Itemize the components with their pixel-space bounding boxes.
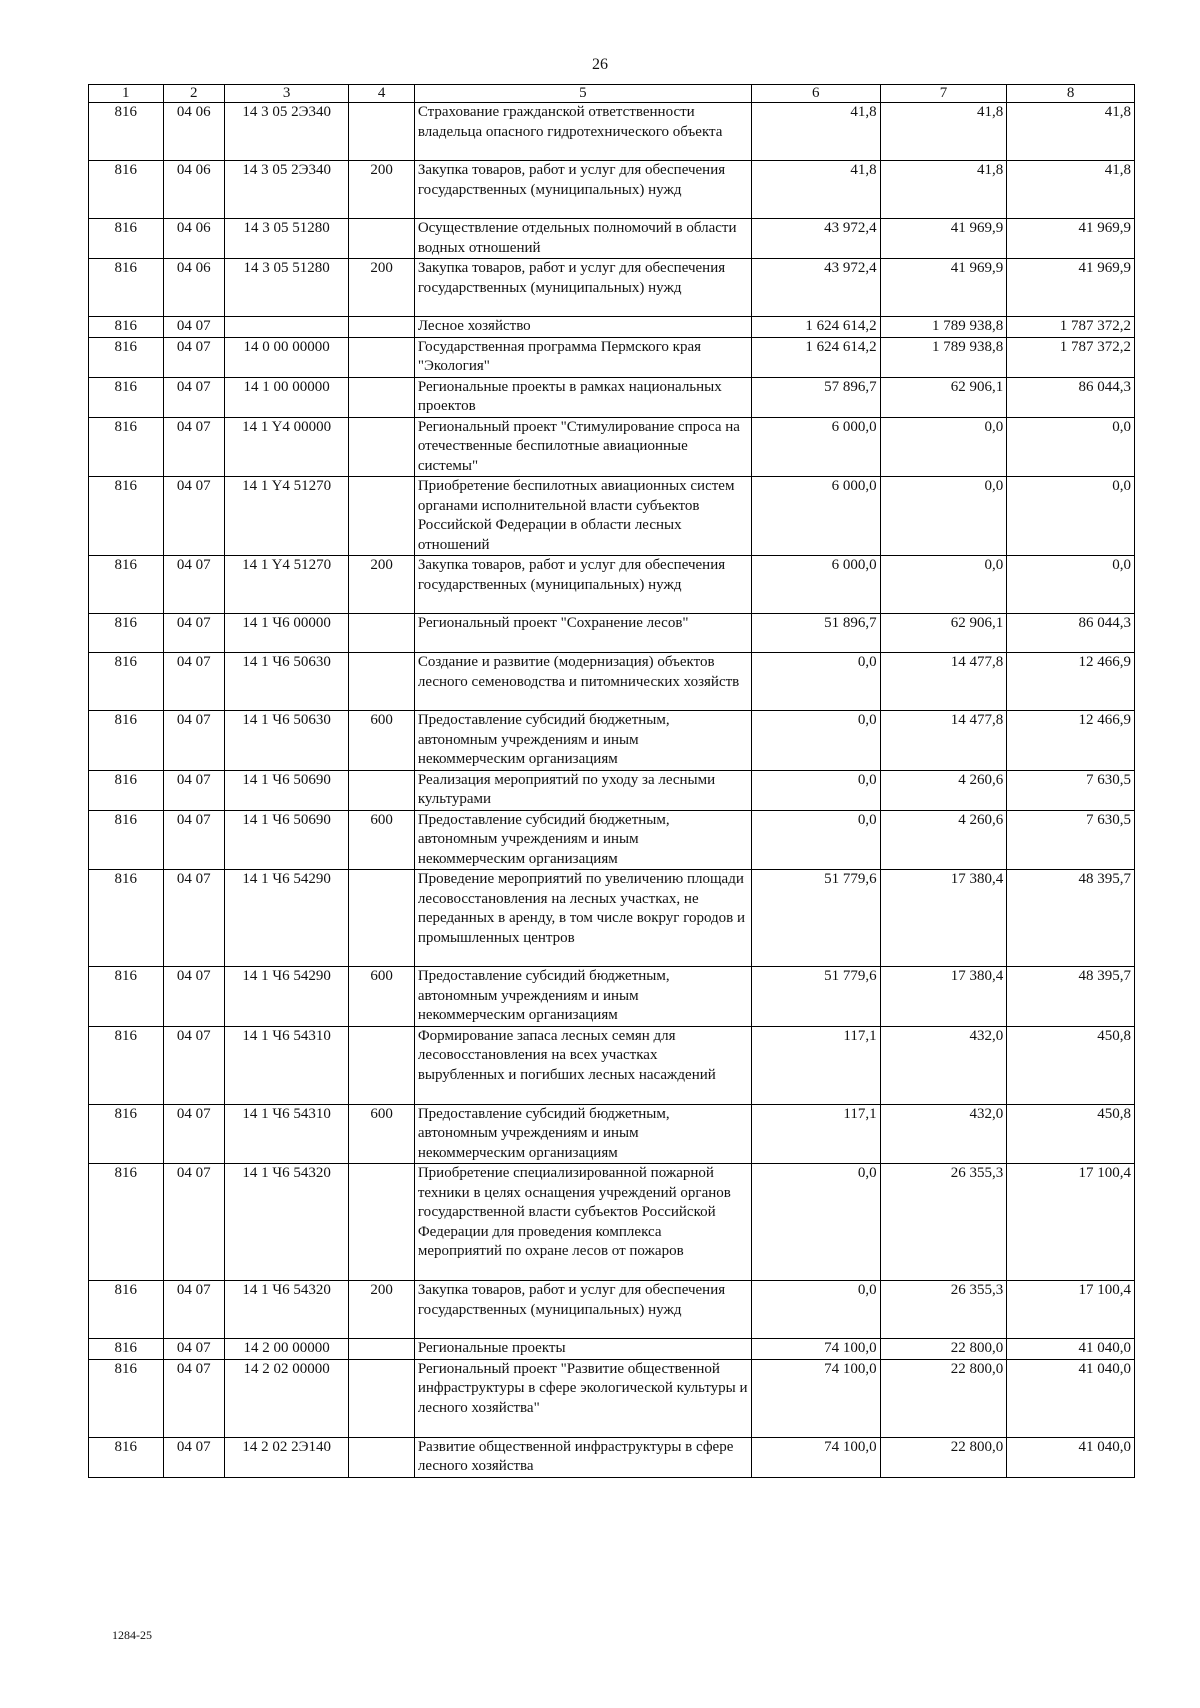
cell-description: Государственная программа Пермского края "Экология" xyxy=(414,337,751,377)
cell-value-7: 41,8 xyxy=(880,103,1007,161)
table-row xyxy=(89,1437,1135,1477)
cell-target-article: 14 2 00 00000 xyxy=(224,1339,349,1360)
cell-value-8: 17 100,4 xyxy=(1007,1281,1135,1339)
cell-target-article: 14 1 Ч6 50690 xyxy=(224,810,349,870)
table-row xyxy=(89,477,1135,556)
cell-target-article: 14 1 Ч6 54320 xyxy=(224,1164,349,1281)
cell-section: 04 06 xyxy=(163,259,224,317)
cell-description: Приобретение специализированной пожарной техники в целях оснащения учреждений органов государственной власти субъектов Российской Федерации для проведения комплекса мероприятий по охране лесов от пожаров xyxy=(414,1164,751,1281)
cell-value-6: 57 896,7 xyxy=(751,377,880,417)
cell-section: 04 07 xyxy=(163,1359,224,1437)
cell-admin-code: 816 xyxy=(89,556,164,614)
cell-section: 04 07 xyxy=(163,317,224,338)
table-row xyxy=(89,317,1135,338)
cell-expense-type xyxy=(349,219,414,259)
table-row xyxy=(89,614,1135,653)
cell-section: 04 07 xyxy=(163,770,224,810)
table-row xyxy=(89,810,1135,870)
table-row xyxy=(89,1104,1135,1164)
cell-value-7: 432,0 xyxy=(880,1026,1007,1104)
cell-value-7: 22 800,0 xyxy=(880,1437,1007,1477)
page-number: 26 xyxy=(592,56,608,73)
cell-value-7: 62 906,1 xyxy=(880,377,1007,417)
cell-value-8: 86 044,3 xyxy=(1007,614,1135,653)
document-code: 1284-25 xyxy=(112,1628,152,1642)
cell-value-6: 41,8 xyxy=(751,161,880,219)
cell-description: Создание и развитие (модернизация) объектов лесного семеноводства и питомнических хозяйств xyxy=(414,653,751,711)
cell-target-article: 14 3 05 51280 xyxy=(224,219,349,259)
cell-value-6: 0,0 xyxy=(751,810,880,870)
cell-value-6: 51 896,7 xyxy=(751,614,880,653)
cell-admin-code: 816 xyxy=(89,1437,164,1477)
cell-admin-code: 816 xyxy=(89,653,164,711)
cell-section: 04 07 xyxy=(163,1026,224,1104)
cell-value-8: 0,0 xyxy=(1007,556,1135,614)
col-header-5: 5 xyxy=(414,85,751,103)
cell-description: Закупка товаров, работ и услуг для обеспечения государственных (муниципальных) нужд xyxy=(414,1281,751,1339)
cell-admin-code: 816 xyxy=(89,477,164,556)
cell-target-article: 14 1 Ч6 50630 xyxy=(224,711,349,771)
cell-description: Закупка товаров, работ и услуг для обеспечения государственных (муниципальных) нужд xyxy=(414,161,751,219)
cell-expense-type xyxy=(349,1164,414,1281)
cell-section: 04 06 xyxy=(163,219,224,259)
cell-section: 04 07 xyxy=(163,614,224,653)
cell-section: 04 07 xyxy=(163,1164,224,1281)
cell-value-6: 74 100,0 xyxy=(751,1437,880,1477)
table-row xyxy=(89,770,1135,810)
cell-target-article: 14 3 05 51280 xyxy=(224,259,349,317)
cell-value-6: 74 100,0 xyxy=(751,1359,880,1437)
cell-section: 04 07 xyxy=(163,1281,224,1339)
cell-value-7: 26 355,3 xyxy=(880,1164,1007,1281)
cell-description: Формирование запаса лесных семян для лесовосстановления на всех участках вырубленных и погибших лесных насаждений xyxy=(414,1026,751,1104)
cell-target-article: 14 1 Y4 51270 xyxy=(224,477,349,556)
cell-value-8: 41 040,0 xyxy=(1007,1359,1135,1437)
cell-admin-code: 816 xyxy=(89,870,164,967)
cell-target-article: 14 1 Ч6 50690 xyxy=(224,770,349,810)
cell-value-8: 41 040,0 xyxy=(1007,1339,1135,1360)
cell-description: Закупка товаров, работ и услуг для обеспечения государственных (муниципальных) нужд xyxy=(414,259,751,317)
cell-value-6: 43 972,4 xyxy=(751,259,880,317)
cell-description: Закупка товаров, работ и услуг для обеспечения государственных (муниципальных) нужд xyxy=(414,556,751,614)
table-row xyxy=(89,161,1135,219)
cell-target-article: 14 1 Ч6 54310 xyxy=(224,1026,349,1104)
cell-description: Реализация мероприятий по уходу за лесными культурами xyxy=(414,770,751,810)
cell-value-6: 0,0 xyxy=(751,1281,880,1339)
cell-description: Предоставление субсидий бюджетным, автономным учреждениям и иным некоммерческим организациям xyxy=(414,1104,751,1164)
cell-expense-type: 200 xyxy=(349,1281,414,1339)
cell-value-8: 41,8 xyxy=(1007,103,1135,161)
cell-value-7: 26 355,3 xyxy=(880,1281,1007,1339)
cell-target-article: 14 2 02 00000 xyxy=(224,1359,349,1437)
cell-description: Предоставление субсидий бюджетным, автономным учреждениям и иным некоммерческим организациям xyxy=(414,810,751,870)
cell-target-article: 14 1 Ч6 54320 xyxy=(224,1281,349,1339)
cell-admin-code: 816 xyxy=(89,259,164,317)
cell-target-article: 14 0 00 00000 xyxy=(224,337,349,377)
cell-value-6: 0,0 xyxy=(751,770,880,810)
cell-expense-type xyxy=(349,1437,414,1477)
col-header-2: 2 xyxy=(163,85,224,103)
cell-expense-type xyxy=(349,317,414,338)
cell-value-6: 6 000,0 xyxy=(751,556,880,614)
table-row xyxy=(89,377,1135,417)
table-row xyxy=(89,1359,1135,1437)
cell-target-article: 14 1 Ч6 54290 xyxy=(224,967,349,1027)
cell-section: 04 07 xyxy=(163,870,224,967)
cell-value-8: 1 787 372,2 xyxy=(1007,317,1135,338)
cell-admin-code: 816 xyxy=(89,317,164,338)
cell-value-6: 117,1 xyxy=(751,1104,880,1164)
cell-description: Осуществление отдельных полномочий в области водных отношений xyxy=(414,219,751,259)
cell-value-7: 17 380,4 xyxy=(880,870,1007,967)
cell-description: Лесное хозяйство xyxy=(414,317,751,338)
cell-target-article: 14 1 Ч6 50630 xyxy=(224,653,349,711)
cell-value-8: 7 630,5 xyxy=(1007,810,1135,870)
cell-value-8: 48 395,7 xyxy=(1007,967,1135,1027)
cell-target-article: 14 1 Ч6 54310 xyxy=(224,1104,349,1164)
cell-description: Проведение мероприятий по увеличению площади лесовосстановления на лесных участках, не переданных в аренду, в том числе вокруг городов и промышленных центров xyxy=(414,870,751,967)
cell-value-8: 17 100,4 xyxy=(1007,1164,1135,1281)
cell-value-8: 7 630,5 xyxy=(1007,770,1135,810)
col-header-6: 6 xyxy=(751,85,880,103)
cell-target-article xyxy=(224,317,349,338)
cell-value-6: 0,0 xyxy=(751,653,880,711)
cell-target-article: 14 2 02 2Э140 xyxy=(224,1437,349,1477)
cell-target-article: 14 1 Y4 51270 xyxy=(224,556,349,614)
cell-expense-type xyxy=(349,870,414,967)
cell-expense-type xyxy=(349,377,414,417)
cell-admin-code: 816 xyxy=(89,1359,164,1437)
cell-admin-code: 816 xyxy=(89,219,164,259)
cell-expense-type xyxy=(349,477,414,556)
cell-target-article: 14 1 Ч6 54290 xyxy=(224,870,349,967)
cell-section: 04 07 xyxy=(163,1339,224,1360)
cell-section: 04 06 xyxy=(163,161,224,219)
cell-value-8: 1 787 372,2 xyxy=(1007,337,1135,377)
cell-section: 04 07 xyxy=(163,653,224,711)
cell-value-7: 1 789 938,8 xyxy=(880,337,1007,377)
cell-admin-code: 816 xyxy=(89,1339,164,1360)
cell-description: Региональный проект "Сохранение лесов" xyxy=(414,614,751,653)
cell-value-7: 41,8 xyxy=(880,161,1007,219)
table-row xyxy=(89,1281,1135,1339)
table-row xyxy=(89,556,1135,614)
cell-value-7: 14 477,8 xyxy=(880,711,1007,771)
cell-value-6: 0,0 xyxy=(751,711,880,771)
cell-description: Страхование гражданской ответственности владельца опасного гидротехнического объекта xyxy=(414,103,751,161)
cell-value-7: 0,0 xyxy=(880,556,1007,614)
table-row xyxy=(89,967,1135,1027)
cell-admin-code: 816 xyxy=(89,337,164,377)
table-row xyxy=(89,337,1135,377)
table-row xyxy=(89,1026,1135,1104)
header-row xyxy=(89,85,1135,103)
cell-value-6: 117,1 xyxy=(751,1026,880,1104)
cell-value-7: 17 380,4 xyxy=(880,967,1007,1027)
cell-section: 04 07 xyxy=(163,711,224,771)
cell-description: Региональный проект "Стимулирование спроса на отечественные беспилотные авиационные системы" xyxy=(414,417,751,477)
cell-value-7: 432,0 xyxy=(880,1104,1007,1164)
cell-target-article: 14 3 05 2Э340 xyxy=(224,103,349,161)
cell-section: 04 07 xyxy=(163,556,224,614)
cell-description: Региональные проекты xyxy=(414,1339,751,1360)
table-row xyxy=(89,103,1135,161)
cell-expense-type: 200 xyxy=(349,161,414,219)
cell-admin-code: 816 xyxy=(89,614,164,653)
cell-value-6: 0,0 xyxy=(751,1164,880,1281)
cell-section: 04 07 xyxy=(163,377,224,417)
col-header-8: 8 xyxy=(1007,85,1135,103)
cell-expense-type xyxy=(349,337,414,377)
cell-expense-type xyxy=(349,614,414,653)
cell-target-article: 14 1 Ч6 00000 xyxy=(224,614,349,653)
cell-section: 04 07 xyxy=(163,810,224,870)
cell-value-7: 41 969,9 xyxy=(880,219,1007,259)
cell-value-8: 12 466,9 xyxy=(1007,653,1135,711)
cell-section: 04 06 xyxy=(163,103,224,161)
col-header-1: 1 xyxy=(89,85,164,103)
cell-admin-code: 816 xyxy=(89,1026,164,1104)
cell-description: Региональный проект "Развитие общественной инфраструктуры в сфере экологической культуры и лесного хозяйства" xyxy=(414,1359,751,1437)
table-row xyxy=(89,219,1135,259)
cell-expense-type: 600 xyxy=(349,810,414,870)
cell-description: Региональные проекты в рамках национальных проектов xyxy=(414,377,751,417)
cell-target-article: 14 3 05 2Э340 xyxy=(224,161,349,219)
cell-target-article: 14 1 Y4 00000 xyxy=(224,417,349,477)
cell-admin-code: 816 xyxy=(89,810,164,870)
table-row xyxy=(89,1339,1135,1360)
cell-admin-code: 816 xyxy=(89,377,164,417)
cell-section: 04 07 xyxy=(163,967,224,1027)
cell-value-7: 62 906,1 xyxy=(880,614,1007,653)
cell-admin-code: 816 xyxy=(89,417,164,477)
cell-value-6: 74 100,0 xyxy=(751,1339,880,1360)
cell-value-6: 41,8 xyxy=(751,103,880,161)
cell-admin-code: 816 xyxy=(89,770,164,810)
cell-description: Предоставление субсидий бюджетным, автономным учреждениям и иным некоммерческим организациям xyxy=(414,967,751,1027)
cell-admin-code: 816 xyxy=(89,1281,164,1339)
cell-value-8: 450,8 xyxy=(1007,1104,1135,1164)
cell-section: 04 07 xyxy=(163,337,224,377)
cell-target-article: 14 1 00 00000 xyxy=(224,377,349,417)
table-row xyxy=(89,259,1135,317)
cell-value-6: 43 972,4 xyxy=(751,219,880,259)
cell-value-6: 51 779,6 xyxy=(751,967,880,1027)
cell-section: 04 07 xyxy=(163,417,224,477)
cell-value-8: 41,8 xyxy=(1007,161,1135,219)
cell-expense-type xyxy=(349,1339,414,1360)
cell-value-8: 48 395,7 xyxy=(1007,870,1135,967)
col-header-4: 4 xyxy=(349,85,414,103)
cell-value-8: 12 466,9 xyxy=(1007,711,1135,771)
cell-expense-type: 600 xyxy=(349,967,414,1027)
cell-value-7: 1 789 938,8 xyxy=(880,317,1007,338)
cell-value-7: 4 260,6 xyxy=(880,810,1007,870)
col-header-7: 7 xyxy=(880,85,1007,103)
cell-expense-type xyxy=(349,653,414,711)
cell-value-7: 0,0 xyxy=(880,417,1007,477)
cell-expense-type xyxy=(349,1026,414,1104)
cell-value-8: 0,0 xyxy=(1007,477,1135,556)
cell-value-6: 6 000,0 xyxy=(751,417,880,477)
cell-value-7: 22 800,0 xyxy=(880,1339,1007,1360)
cell-expense-type: 200 xyxy=(349,556,414,614)
cell-expense-type xyxy=(349,1359,414,1437)
cell-value-8: 41 969,9 xyxy=(1007,259,1135,317)
cell-description: Развитие общественной инфраструктуры в сфере лесного хозяйства xyxy=(414,1437,751,1477)
cell-value-8: 41 969,9 xyxy=(1007,219,1135,259)
cell-value-7: 0,0 xyxy=(880,477,1007,556)
cell-description: Предоставление субсидий бюджетным, автономным учреждениям и иным некоммерческим организациям xyxy=(414,711,751,771)
cell-value-8: 0,0 xyxy=(1007,417,1135,477)
cell-value-6: 1 624 614,2 xyxy=(751,317,880,338)
cell-expense-type xyxy=(349,103,414,161)
cell-admin-code: 816 xyxy=(89,967,164,1027)
cell-expense-type xyxy=(349,417,414,477)
cell-admin-code: 816 xyxy=(89,1164,164,1281)
table-row xyxy=(89,653,1135,711)
cell-value-8: 450,8 xyxy=(1007,1026,1135,1104)
col-header-3: 3 xyxy=(224,85,349,103)
cell-value-6: 51 779,6 xyxy=(751,870,880,967)
table-body xyxy=(89,103,1135,1478)
cell-admin-code: 816 xyxy=(89,103,164,161)
cell-expense-type: 200 xyxy=(349,259,414,317)
table-row xyxy=(89,870,1135,967)
cell-expense-type xyxy=(349,770,414,810)
cell-value-7: 4 260,6 xyxy=(880,770,1007,810)
cell-value-6: 1 624 614,2 xyxy=(751,337,880,377)
cell-value-7: 22 800,0 xyxy=(880,1359,1007,1437)
table-row xyxy=(89,711,1135,771)
cell-expense-type: 600 xyxy=(349,1104,414,1164)
table-row xyxy=(89,417,1135,477)
cell-admin-code: 816 xyxy=(89,161,164,219)
cell-value-7: 41 969,9 xyxy=(880,259,1007,317)
cell-description: Приобретение беспилотных авиационных систем органами исполнительной власти субъектов Российской Федерации в области лесных отношений xyxy=(414,477,751,556)
table-row xyxy=(89,1164,1135,1281)
cell-value-8: 41 040,0 xyxy=(1007,1437,1135,1477)
cell-admin-code: 816 xyxy=(89,1104,164,1164)
budget-table xyxy=(88,84,1135,1478)
cell-section: 04 07 xyxy=(163,1437,224,1477)
cell-section: 04 07 xyxy=(163,477,224,556)
cell-value-6: 6 000,0 xyxy=(751,477,880,556)
cell-value-7: 14 477,8 xyxy=(880,653,1007,711)
cell-value-8: 86 044,3 xyxy=(1007,377,1135,417)
cell-section: 04 07 xyxy=(163,1104,224,1164)
cell-expense-type: 600 xyxy=(349,711,414,771)
cell-admin-code: 816 xyxy=(89,711,164,771)
